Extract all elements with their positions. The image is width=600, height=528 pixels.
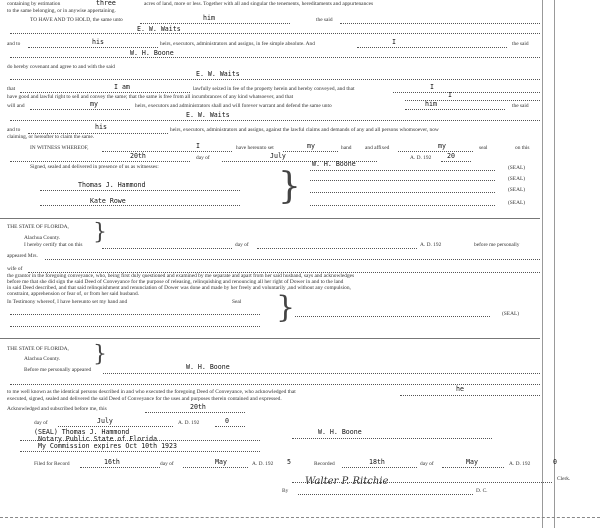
- state-heading: THE STATE OF FLORIDA,: [7, 346, 69, 352]
- text: lawfully seized in fee of the property herein and hereby conveyed, and that: [193, 86, 355, 92]
- right-margin-line: [542, 0, 543, 528]
- fill-in: 20: [447, 152, 455, 160]
- text: TO HAVE AND TO HOLD, the same unto: [30, 17, 123, 23]
- text: A. D. 192: [509, 461, 531, 467]
- text: before me that she did sign the said Deed of Conveyance for the purpose of releasing, relinquishing and renouncing all her right of Dower in and to the land: [7, 279, 344, 285]
- notary-line-3: My Commission expires Oct 10th 1923: [38, 442, 177, 450]
- text: I hereby certify that on this: [24, 242, 83, 248]
- text: heirs, executors, administrators and assigns, in fee simple absolute. And: [160, 41, 315, 47]
- text: the grantor in the foregoing conveyance, who, being first duly questioned and examined by me separate and apart from her said husband, says and acknowledges: [7, 273, 355, 279]
- seal-label: (SEAL): [508, 176, 526, 182]
- text: Acknowledged and subscribed before me, this: [7, 406, 107, 412]
- state-heading: THE STATE OF FLORIDA,: [7, 224, 69, 230]
- fill-in: his: [92, 38, 104, 46]
- fill-in: 16th: [104, 458, 120, 466]
- text: constraint, apprehension or fear of, or from her said husband.: [7, 291, 140, 297]
- text: the said: [512, 103, 529, 109]
- text: Clerk.: [557, 476, 571, 482]
- text: D. C.: [476, 488, 488, 494]
- text: Recorded: [314, 461, 335, 467]
- text: A. D. 192: [178, 420, 200, 426]
- fill-in: my: [307, 142, 315, 150]
- text: containing by estimation: [7, 1, 61, 7]
- fill-in: 5: [287, 458, 291, 466]
- text: Signed, sealed and delivered in presence of us as witnesses:: [30, 164, 159, 170]
- fill-in: 20th: [130, 152, 146, 160]
- text: in said Deed described, and that said relinquishment and renunciation of Dower was done and made by her freely and voluntarily ,and without any compulsion,: [7, 285, 351, 291]
- fill-in: E. W. Waits: [186, 111, 230, 119]
- right-margin-line-2: [554, 0, 555, 528]
- text: have good and lawful right to sell and convey the same; that the same is free from all incumbrances of any kind whatsoever, and that: [7, 94, 294, 100]
- fill-in: 0: [553, 458, 557, 466]
- text: IN WITNESS WHEREOF,: [30, 145, 89, 151]
- text: before me personally: [474, 242, 520, 248]
- text: claiming, or hereafter to claim the same.: [7, 134, 95, 140]
- text: By: [282, 488, 289, 494]
- text: that: [7, 86, 16, 92]
- text: and affixed: [365, 145, 390, 151]
- text: A. D. 192: [420, 242, 442, 248]
- text: day of: [235, 242, 249, 248]
- brace: }: [93, 220, 107, 245]
- notary-line-1: (SEAL) Thomas J. Hammond: [34, 428, 130, 436]
- text: executed, signed, sealed and delivered the said Deed of Conveyance for the uses and purposes therein contained and expressed.: [7, 396, 282, 402]
- text: Before me personally appeared: [24, 367, 92, 373]
- fill-in: my: [438, 142, 446, 150]
- text: A. D. 192: [410, 155, 432, 161]
- fill-in: May: [466, 458, 478, 466]
- seal-label: (SEAL): [508, 200, 526, 206]
- text: and to: [7, 41, 21, 47]
- county: Alachua County.: [24, 235, 61, 241]
- text: do hereby covenant and agree to and with the said: [7, 64, 115, 70]
- witness-1: Thomas J. Hammond: [78, 181, 146, 189]
- fill-in: W. H. Boone: [186, 363, 230, 371]
- fill-in: I: [196, 142, 200, 150]
- seal-label: (SEAL): [508, 165, 526, 171]
- text: Filed for Record: [34, 461, 70, 467]
- signature-grantor: W. H. Boone: [312, 160, 356, 168]
- brace: }: [276, 290, 296, 325]
- text: heirs, executors and administrators shall and will forever warrant and defend the same unto: [135, 103, 332, 109]
- text: acres of land, more or less. Together with all and singular the tenements, hereditaments and appurtenances: [144, 1, 374, 7]
- fill-in: three: [96, 0, 116, 7]
- text: day of: [160, 461, 174, 467]
- fill-in: my: [90, 100, 98, 108]
- text: appeared Mrs.: [7, 253, 38, 259]
- fill-in: I: [392, 38, 396, 46]
- notary-line-2: Notary Public State of Florida: [38, 435, 158, 443]
- fill-in: he: [456, 385, 464, 393]
- text: Seal: [232, 299, 242, 305]
- text: hand: [341, 145, 352, 151]
- text: day of: [420, 461, 434, 467]
- fill-in: his: [95, 123, 107, 131]
- text: In Testimony whereof, I have hereunto set my hand and: [7, 299, 128, 305]
- text: seal: [479, 145, 488, 151]
- fill-in: I: [430, 83, 434, 91]
- fill-in: July: [97, 417, 113, 425]
- text: have hereunto set: [236, 145, 274, 151]
- text: heirs, executors, administrators and assigns, against the lawful claims and demands of any and all persons whomsoever, now: [170, 127, 439, 133]
- fill-in: him: [203, 14, 215, 22]
- text: the said: [512, 41, 529, 47]
- clerk-signature: Walter P. Ritchie: [305, 476, 389, 487]
- text: the said: [316, 17, 333, 23]
- text: wife of: [7, 266, 23, 272]
- text: will and: [7, 103, 25, 109]
- brace: }: [93, 342, 107, 367]
- fill-in: July: [270, 152, 286, 160]
- text: and to: [7, 127, 21, 133]
- fill-in: May: [215, 458, 227, 466]
- fill-in: 0: [225, 417, 229, 425]
- fill-in: him: [425, 100, 437, 108]
- fill-in: I am: [114, 83, 130, 91]
- seal-label: (SEAL): [502, 311, 520, 317]
- witness-2: Kate Rowe: [90, 197, 126, 205]
- text: A. D. 192: [252, 461, 274, 467]
- brace: }: [278, 166, 301, 207]
- fill-in: E. W. Waits: [137, 25, 181, 33]
- text: day of: [196, 155, 210, 161]
- fill-in: 20th: [190, 403, 206, 411]
- notary-signature: W. H. Boone: [318, 428, 362, 436]
- fill-in: I: [448, 91, 452, 99]
- county: Alachua County.: [24, 356, 61, 362]
- seal-label: (SEAL): [508, 187, 526, 193]
- text: to me well known as the identical persons described in and who executed the foregoing Deed of Conveyance, who acknowledged that: [7, 389, 296, 395]
- text: on this: [515, 145, 530, 151]
- fill-in: 18th: [369, 458, 385, 466]
- fill-in: E. W. Waits: [196, 70, 240, 78]
- fill-in: W. H. Boone: [130, 49, 174, 57]
- text: to the same belonging, or in anywise appertaining.: [7, 8, 116, 14]
- text: day of: [34, 420, 48, 426]
